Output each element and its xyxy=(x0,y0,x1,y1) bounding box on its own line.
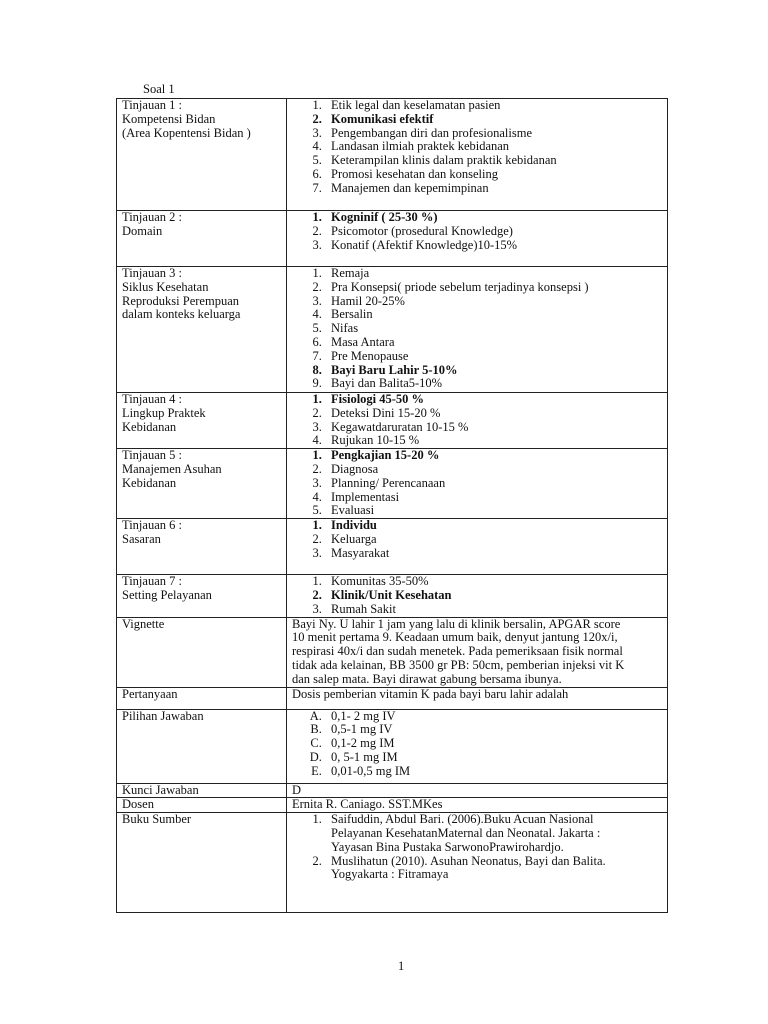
table-row-tinjauan-3 xyxy=(117,267,668,393)
row-content-cell xyxy=(287,519,668,575)
answer-option: C. 0,1-2 mg IM xyxy=(325,737,667,751)
list-item: 8. Bayi Baru Lahir 5-10% xyxy=(325,364,667,378)
row-label-cell xyxy=(117,519,287,575)
list-item: 1. Remaja xyxy=(325,267,667,281)
question-number-title: Soal 1 xyxy=(143,82,175,96)
vignette-line: dan salep mata. Bayi dirawat gabung bersama ibunya. xyxy=(292,671,562,686)
list-item: 1. Pengkajian 15-20 % xyxy=(325,449,667,463)
vignette-line: respirasi 40x/i dan sudah menetek. Pada pemeriksaan fisik normal xyxy=(292,644,623,659)
reference-line: Pelayanan KesehatanMaternal dan Neonatal. Jakarta : xyxy=(331,825,601,840)
list-item: 2. Klinik/Unit Kesehatan xyxy=(325,589,667,603)
row-label-line: Setting Pelayanan xyxy=(122,587,212,602)
page-number: 1 xyxy=(398,959,405,973)
answer-options-list xyxy=(292,710,667,779)
answer-option: B. 0,5-1 mg IV xyxy=(325,723,667,737)
list-item: 2. Keluarga xyxy=(325,533,667,547)
row-label-cell xyxy=(117,99,287,211)
row-label-cell xyxy=(117,449,287,519)
row-label-line: Kebidanan xyxy=(122,419,177,434)
row-label-line: Kompetensi Bidan xyxy=(122,111,216,126)
list-item: 3. Hamil 20-25% xyxy=(325,295,667,309)
lecturer-name: Ernita R. Caniago. SST.MKes xyxy=(287,798,668,813)
list-item: 9. Bayi dan Balita5-10% xyxy=(325,377,667,391)
list-item: 3. Kegawatdaruratan 10-15 % xyxy=(325,421,667,435)
question-text: Dosis pemberian vitamin K pada bayi baru lahir adalah xyxy=(287,687,668,709)
list-item: 7. Pre Menopause xyxy=(325,350,667,364)
vignette-line: tidak ada kelainan, BB 3500 gr PB: 50cm, pemberian injeksi vit K xyxy=(292,657,625,672)
reference-line: Yogyakarta : Fitramaya xyxy=(331,867,449,882)
table-row-question xyxy=(117,687,668,709)
table-row-answer-options xyxy=(117,709,668,783)
list-item: 6. Promosi kesehatan dan konseling xyxy=(325,168,667,182)
row-label-cell: Buku Sumber xyxy=(117,813,287,913)
care-management-list xyxy=(292,449,667,518)
row-label-cell: Kunci Jawaban xyxy=(117,783,287,798)
competency-list xyxy=(292,99,667,196)
row-label-cell xyxy=(117,211,287,267)
list-item: 3. Masyarakat xyxy=(325,547,667,561)
row-content-cell xyxy=(287,99,668,211)
table-row-tinjauan-6 xyxy=(117,519,668,575)
row-label-line: Tinjauan 4 : xyxy=(122,392,182,406)
table-row-lecturer xyxy=(117,798,668,813)
row-label-cell: Pertanyaan xyxy=(117,687,287,709)
table-row-references xyxy=(117,813,668,913)
list-item: 7. Manajemen dan kepemimpinan xyxy=(325,182,667,196)
row-label-line: Tinjauan 7 : xyxy=(122,574,182,589)
row-label-line: (Area Kopentensi Bidan ) xyxy=(122,125,251,140)
table-row-tinjauan-7 xyxy=(117,575,668,617)
row-content-cell xyxy=(287,575,668,617)
row-label-line: Domain xyxy=(122,223,163,238)
list-item: 4. Bersalin xyxy=(325,308,667,322)
row-label-line: Tinjauan 6 : xyxy=(122,518,182,533)
list-item: 3. Rumah Sakit xyxy=(325,603,667,617)
list-item: 6. Masa Antara xyxy=(325,336,667,350)
row-label-line: Tinjauan 2 : xyxy=(122,210,182,224)
row-label-line: Siklus Kesehatan xyxy=(122,279,209,294)
list-item: 1. Kogninif ( 25-30 %) xyxy=(325,211,667,225)
list-item: 4. Implementasi xyxy=(325,491,667,505)
answer-option: A. 0,1- 2 mg IV xyxy=(325,710,667,724)
row-label-cell xyxy=(117,267,287,393)
vignette-line: Bayi Ny. U lahir 1 jam yang lalu di klinik bersalin, APGAR score xyxy=(292,617,621,631)
table-row-vignette xyxy=(117,617,668,687)
list-item: 1. Fisiologi 45-50 % xyxy=(325,393,667,407)
row-label-line: Kebidanan xyxy=(122,475,177,490)
row-content-cell xyxy=(287,449,668,519)
row-content-cell xyxy=(287,211,668,267)
row-content-cell xyxy=(287,267,668,393)
table-row-tinjauan-4 xyxy=(117,393,668,449)
answer-key-value: D xyxy=(287,783,668,798)
row-label-line: Tinjauan 5 : xyxy=(122,448,182,463)
vignette-line: 10 menit pertama 9. Keadaan umum baik, denyut jantung 120x/i, xyxy=(292,630,618,645)
row-label-cell: Dosen xyxy=(117,798,287,813)
answer-option: E. 0,01-0,5 mg IM xyxy=(325,765,667,779)
reference-item xyxy=(325,855,667,883)
row-label-line: Tinjauan 3 : xyxy=(122,266,182,280)
references-list xyxy=(292,813,667,882)
row-label-line: Lingkup Praktek xyxy=(122,405,206,420)
reference-line: 2. Muslihatun (2010). Asuhan Neonatus, Bayi dan Balita. xyxy=(331,853,606,868)
list-item: 4. Landasan ilmiah praktek kebidanan xyxy=(325,140,667,154)
row-label-cell xyxy=(117,393,287,449)
reproductive-cycle-list xyxy=(292,267,667,391)
row-label-line: dalam konteks keluarga xyxy=(122,307,241,322)
row-label-line: Sasaran xyxy=(122,531,161,546)
list-item: 2. Diagnosa xyxy=(325,463,667,477)
list-item: 3. Planning/ Perencanaan xyxy=(325,477,667,491)
table-row-tinjauan-1 xyxy=(117,99,668,211)
row-label-cell: Vignette xyxy=(117,617,287,687)
domain-list xyxy=(292,211,667,252)
service-setting-list xyxy=(292,575,667,616)
row-label-line: Reproduksi Perempuan xyxy=(122,293,239,308)
reference-line: Yayasan Bina Pustaka SarwonoPrawirohardjo. xyxy=(331,839,564,854)
row-label-cell xyxy=(117,575,287,617)
list-item: 1. Komunitas 35-50% xyxy=(325,575,667,589)
question-table xyxy=(116,98,668,913)
practice-scope-list xyxy=(292,393,667,448)
row-label-cell: Pilihan Jawaban xyxy=(117,709,287,783)
table-row-tinjauan-5 xyxy=(117,449,668,519)
answer-option: D. 0, 5-1 mg IM xyxy=(325,751,667,765)
table-row-tinjauan-2 xyxy=(117,211,668,267)
list-item: 4. Rujukan 10-15 % xyxy=(325,434,667,448)
list-item: 5. Keterampilan klinis dalam praktik kebidanan xyxy=(325,154,667,168)
row-content-cell xyxy=(287,393,668,449)
reference-line: 1. Saifuddin, Abdul Bari. (2006).Buku Acuan Nasional xyxy=(331,812,594,827)
list-item: 2. Psicomotor (prosedural Knowledge) xyxy=(325,225,667,239)
list-item: 2. Pra Konsepsi( priode sebelum terjadinya konsepsi ) xyxy=(325,281,667,295)
list-item: 1. Etik legal dan keselamatan pasien xyxy=(325,99,667,113)
list-item: 2. Deteksi Dini 15-20 % xyxy=(325,407,667,421)
list-item: 2. Komunikasi efektif xyxy=(325,113,667,127)
row-content-cell xyxy=(287,813,668,913)
list-item: 3. Pengembangan diri dan profesionalisme xyxy=(325,127,667,141)
vignette-text xyxy=(287,617,668,687)
row-label-line: Tinjauan 1 : xyxy=(122,98,182,112)
list-item: 3. Konatif (Afektif Knowledge)10-15% xyxy=(325,239,667,253)
table-row-answer-key xyxy=(117,783,668,798)
target-list xyxy=(292,519,667,560)
reference-item xyxy=(325,813,667,854)
list-item: 5. Nifas xyxy=(325,322,667,336)
row-label-line: Manajemen Asuhan xyxy=(122,461,222,476)
list-item: 1. Individu xyxy=(325,519,667,533)
row-content-cell xyxy=(287,709,668,783)
list-item: 5. Evaluasi xyxy=(325,504,667,518)
